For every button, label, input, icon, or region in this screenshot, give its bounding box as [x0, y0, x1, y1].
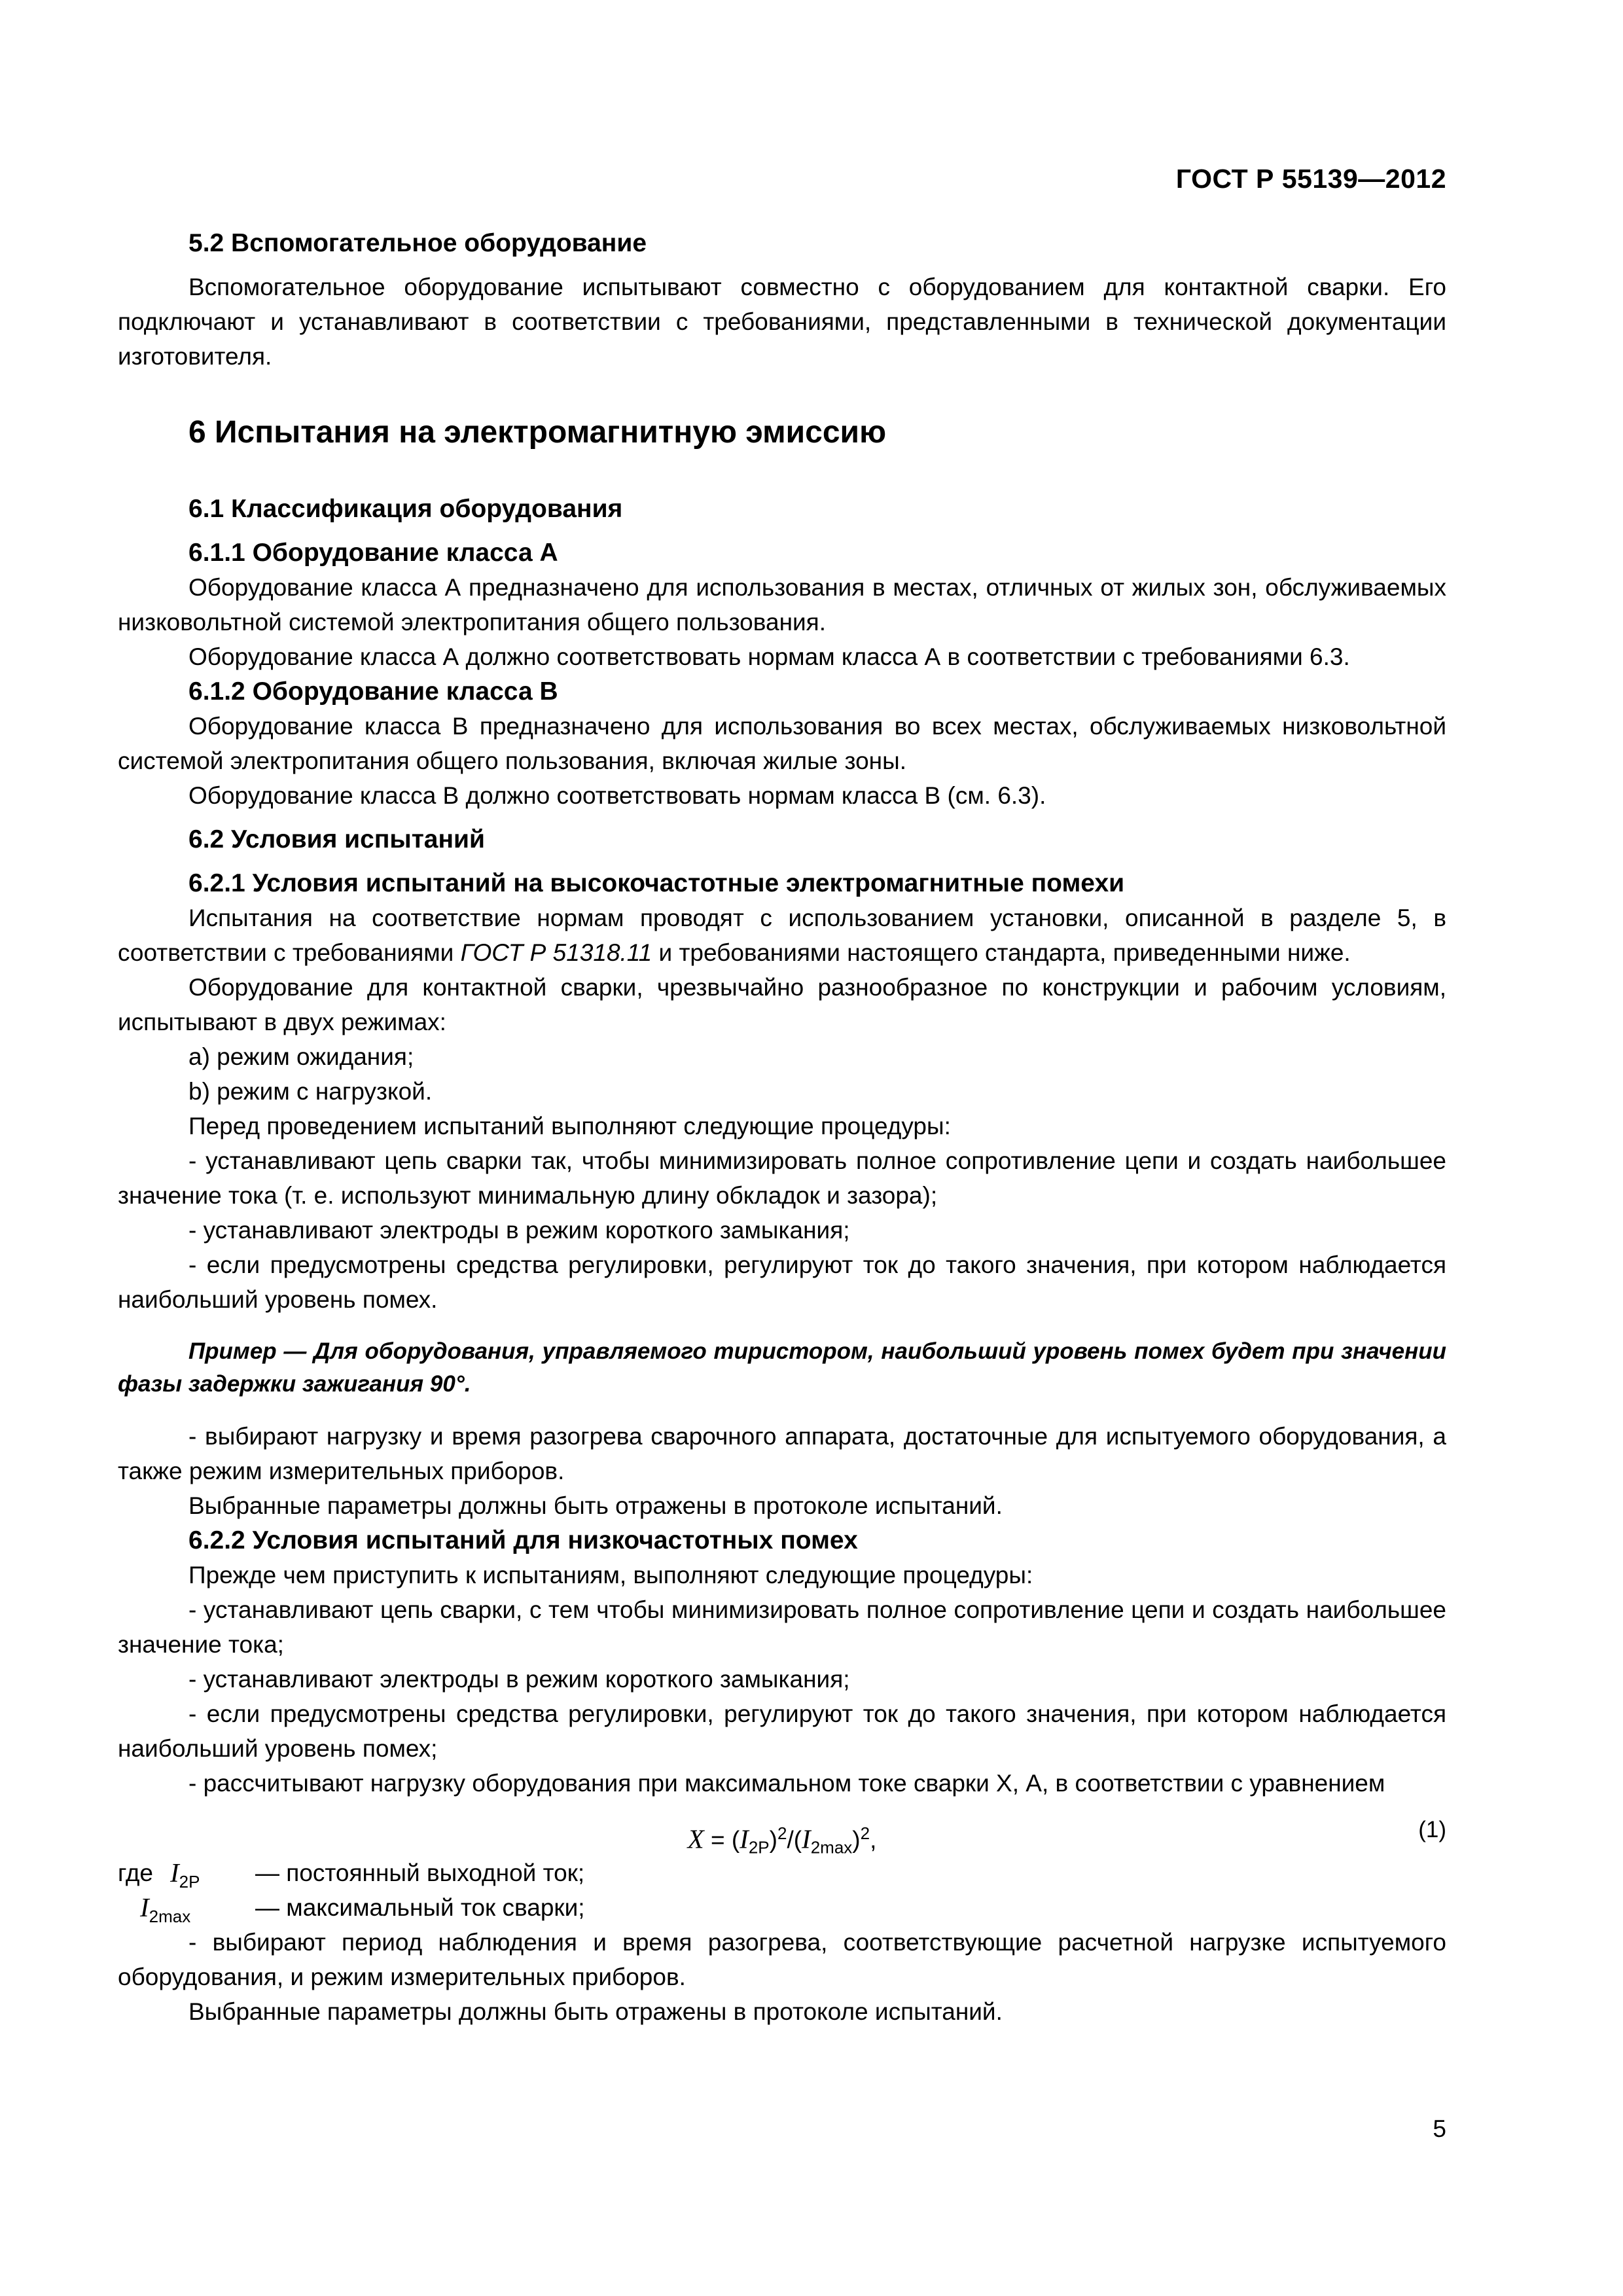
formula-text: /(	[787, 1826, 802, 1854]
section-5-2-text: Вспомогательное оборудование испытывают совместно с оборудованием для контактной сварки. Его подключают и устанавливают в соответствии с требованиями, представленными в технической документации изготовителя.	[118, 274, 1446, 370]
section-6-1-1-title: 6.1.1 Оборудование класса А	[188, 539, 558, 567]
where-label: где	[118, 1859, 154, 1886]
procedure-list-item: - рассчитывают нагрузку оборудования при максимальном токе сварки X, А, в соответствии с уравнением	[188, 1770, 1385, 1797]
mode-item-b: b) режим с нагрузкой.	[188, 1078, 433, 1105]
formula-subscript: 2max	[810, 1837, 853, 1857]
section-6-2-1-paragraph-3: Перед проведением испытаний выполняют следующие процедуры:	[188, 1113, 951, 1139]
formula-symbol: I	[740, 1823, 749, 1854]
formula-text: = (	[704, 1826, 740, 1854]
formula-subscript: 2P	[748, 1837, 770, 1857]
procedure-list-item: - выбирают нагрузку и время разогрева сварочного аппарата, достаточные для испытуемого оборудования, а также режим измерительных приборов.	[118, 1423, 1446, 1484]
section-6-1-2-paragraph-2: Оборудование класса В должно соответствовать нормам класса В (см. 6.3).	[188, 782, 1046, 809]
where-definition-2	[118, 1890, 1446, 1925]
formula-symbol: X	[687, 1823, 704, 1854]
where-definition-1	[118, 1856, 1446, 1890]
page-number: 5	[1433, 2115, 1446, 2142]
procedure-list-item: - если предусмотрены средства регулировки, регулируют ток до такого значения, при котором наблюдается наибольший уровень помех.	[118, 1251, 1446, 1313]
mode-item-a: a) режим ожидания;	[188, 1043, 414, 1070]
procedure-list-item: - устанавливают цепь сварки, с тем чтобы минимизировать полное сопротивление цепи и создать наибольшее значение тока;	[118, 1596, 1446, 1658]
formula-text: )	[852, 1826, 861, 1854]
section-6-1-title: 6.1 Классификация оборудования	[188, 495, 623, 523]
standard-reference: ГОСТ Р 51318.11	[460, 939, 652, 966]
page-body	[118, 226, 1446, 2029]
section-5-2-title: 5.2 Вспомогательное оборудование	[188, 229, 647, 257]
formula-symbol: I	[802, 1823, 811, 1854]
section-6-title: 6 Испытания на электромагнитную эмиссию	[188, 415, 887, 450]
formula-text: ,	[870, 1826, 877, 1854]
equation-1	[118, 1810, 1446, 1856]
formula-superscript: 2	[777, 1823, 787, 1843]
procedure-list-item: - устанавливают электроды в режим короткого замыкания;	[188, 1217, 850, 1244]
definition-text: — постоянный выходной ток;	[255, 1859, 585, 1886]
procedure-list-item: - выбирают период наблюдения и время разогрева, соответствующие расчетной нагрузке испытуемого оборудования, и режим измерительных приборов.	[118, 1929, 1446, 1990]
section-6-2-2-paragraph-2: Выбранные параметры должны быть отражены в протоколе испытаний.	[188, 1998, 1003, 2025]
section-6-2-1-paragraph-2: Оборудование для контактной сварки, чрезвычайно разнообразное по конструкции и рабочим условиям, испытывают в двух режимах:	[118, 974, 1446, 1035]
document-code-header: ГОСТ Р 55139—2012	[1175, 164, 1446, 194]
section-6-1-1-paragraph-1: Оборудование класса А предназначено для использования в местах, отличных от жилых зон, обслуживаемых низковольтной системой электропитания общего пользования.	[118, 574, 1446, 636]
definition-symbol: $I_{2max}$	[140, 1892, 191, 1927]
procedure-list-item: - если предусмотрены средства регулировки, регулируют ток до такого значения, при котором наблюдается наибольший уровень помех;	[118, 1700, 1446, 1762]
equation-number: (1)	[1418, 1817, 1446, 1842]
section-6-2-2-title: 6.2.2 Условия испытаний для низкочастотных помех	[188, 1526, 858, 1554]
paragraph-text-part: Испытания на соответствие нормам проводят с использованием установки, описанной в разделе 5, в соответствии с требованиями	[118, 905, 1446, 966]
section-6-2-2-paragraph-1: Прежде чем приступить к испытаниям, выполняют следующие процедуры:	[188, 1562, 1033, 1588]
section-6-2-1-paragraph-4: Выбранные параметры должны быть отражены в протоколе испытаний.	[188, 1492, 1003, 1519]
formula-text: )	[769, 1826, 777, 1854]
example-note: Пример — Для оборудования, управляемого тиристором, наибольший уровень помех будет при значении фазы задержки зажигания 90°.	[118, 1338, 1446, 1397]
definition-text: — максимальный ток сварки;	[255, 1894, 585, 1921]
formula-superscript: 2	[860, 1823, 870, 1843]
section-6-2-1-title: 6.2.1 Условия испытаний на высокочастотные электромагнитные помехи	[188, 869, 1125, 897]
definition-symbol: $I_{2P}$	[170, 1857, 200, 1892]
section-6-2-1-paragraph-1	[118, 901, 1446, 970]
section-6-1-2-title: 6.1.2 Оборудование класса В	[188, 677, 558, 706]
procedure-list-item: - устанавливают электроды в режим короткого замыкания;	[188, 1666, 850, 1693]
section-6-1-2-paragraph-1: Оборудование класса В предназначено для использования во всех местах, обслуживаемых низковольтной системой электропитания общего пользования, включая жилые зоны.	[118, 713, 1446, 774]
section-6-2-title: 6.2 Условия испытаний	[188, 825, 485, 853]
procedure-list-item: - устанавливают цепь сварки так, чтобы минимизировать полное сопротивление цепи и создать наибольшее значение тока (т. е. используют минимальную длину обкладок и зазора);	[118, 1147, 1446, 1209]
paragraph-text-part: и требованиями настоящего стандарта, приведенными ниже.	[652, 939, 1351, 966]
section-6-1-1-paragraph-2: Оборудование класса А должно соответствовать нормам класса А в соответствии с требованиями 6.3.	[188, 643, 1350, 670]
